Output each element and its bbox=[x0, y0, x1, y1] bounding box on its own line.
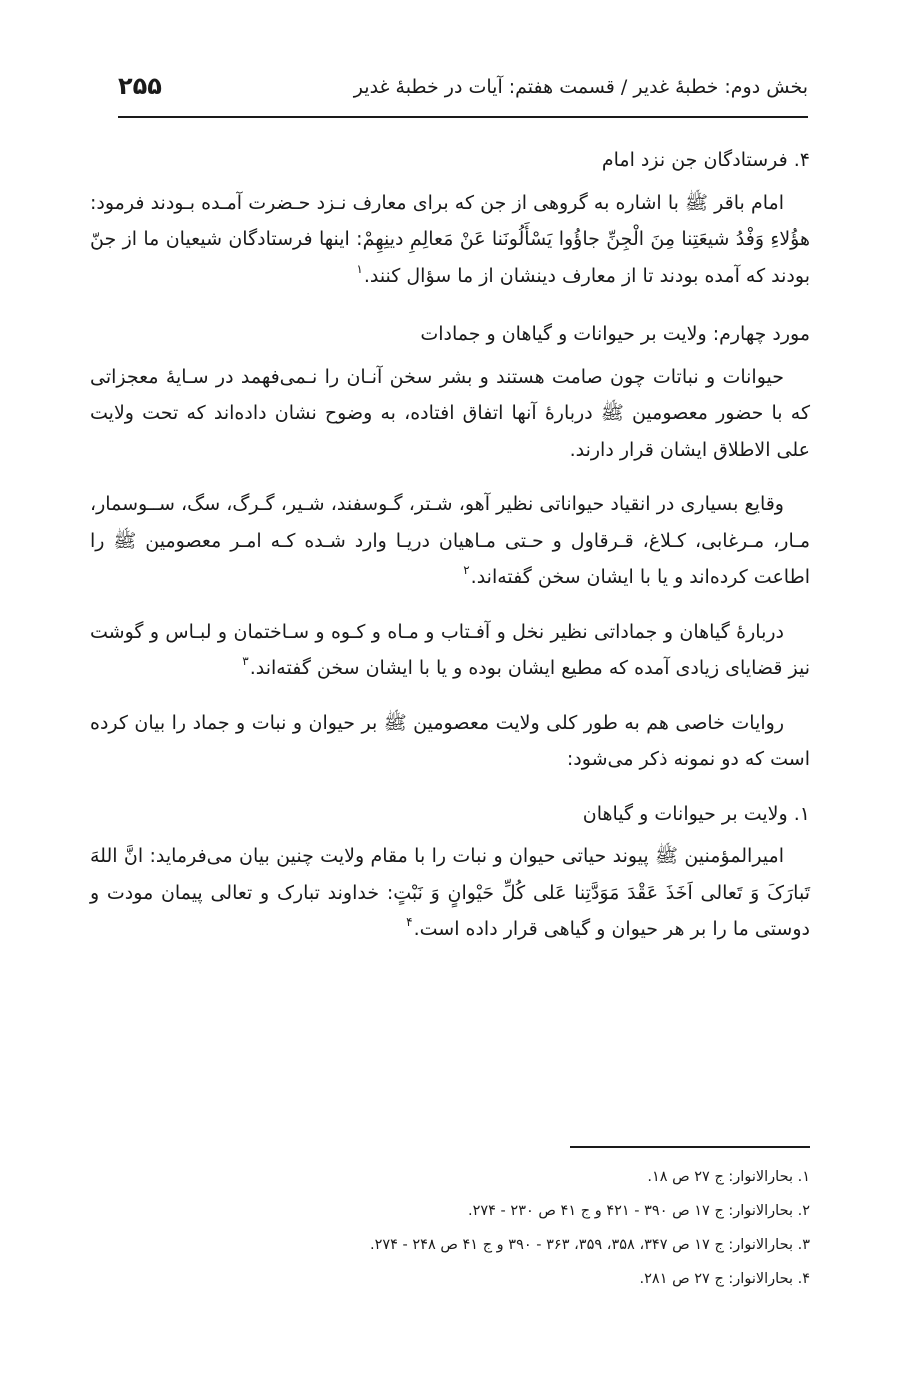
paragraph-amir-al-muminin bbox=[90, 838, 810, 948]
paragraph-text: امام باقر ﷺ با اشاره به گروهی از جن که برای معارف نـزد حـضرت آمـده بـودند فرمود: هؤُلاءِ وَفْدُ شیعَتِنا مِنَ الْجِنِّ جاؤُوا یَسْأَلُونَنا عَنْ مَعالِمِ دینِهِمْ: اینها فرستادگان شیعیان ما از جنّ بودند که آمده بودند تا از معارف دینشان از ما سؤال کنند. bbox=[90, 191, 810, 287]
paragraph-animal-events bbox=[90, 486, 810, 596]
main-text bbox=[90, 142, 810, 948]
paragraph-jinn-envoys bbox=[90, 185, 810, 295]
footnote-item: ۴. بحارالانوار: ج ۲۷ ص ۲۸۱. bbox=[639, 1271, 810, 1287]
paragraph-text: دربارهٔ گیاهان و جماداتی نظیر نخل و آفـتاب و مـاه و کـوه و سـاختمان و لبـاس و گوشت نیز قضایای زیادی آمده که مطیع ایشان بوده و یا با ایشان سخن گفته‌اند. bbox=[90, 620, 810, 679]
running-title: بخش دوم: خطبهٔ غدیر / قسمت هفتم: آیات در خطبهٔ غدیر bbox=[353, 76, 808, 98]
page-header bbox=[118, 70, 808, 110]
section-heading-wilayah-animals-plants: ۱. ولایت بر حیوانات و گیاهان bbox=[582, 802, 810, 825]
paragraph-text: حیوانات و نباتات چون صامت هستند و بشر سخن آنـان را نـمی‌فهمد در سـایهٔ معجزاتی که با حضور معصومین ﷺ دربارهٔ آنها اتفاق افتاده، به وضوح نشان داده‌اند که تحت ولایت علی الاطلاق ایشان قرار دارند. bbox=[90, 365, 810, 461]
header-divider bbox=[118, 116, 808, 118]
footnote-item: ۲. بحارالانوار: ج ۱۷ ص ۳۹۰ - ۴۲۱ و ج ۴۱ ص ۲۳۰ - ۲۷۴. bbox=[467, 1203, 810, 1219]
paragraph-text: روایات خاصی هم به طور کلی ولایت معصومین ﷺ بر حیوان و نبات و جماد را بیان کرده است که دو نمونه ذکر می‌شود: bbox=[90, 711, 810, 770]
paragraph-plants-inanimate bbox=[90, 614, 810, 687]
footnote-ref-1[interactable]: ۱ bbox=[356, 261, 363, 276]
footnote-item: ۳. بحارالانوار: ج ۱۷ ص ۳۴۷، ۳۵۸، ۳۵۹، ۳۶۳ - ۳۹۰ و ج ۴۱ ص ۲۴۸ - ۲۷۴. bbox=[369, 1237, 810, 1253]
paragraph-text: وقایع بسیاری در انقیاد حیواناتی نظیر آهو، شـتر، گـوسفند، شـیر، گـرگ، سگ، ســوسمار، مـار، مـرغابی، کـلاغ، قـرقاول و حـتی مـاهیان دریـا وارد شـده کـه امـر معصومین ﷺ را اطاعت کرده‌اند و یا با ایشان سخن گفته‌اند. bbox=[90, 493, 810, 588]
section-heading-fourth-case: مورد چهارم: ولایت بر حیوانات و گیاهان و جمادات bbox=[420, 323, 810, 345]
section-heading-jinn-envoys: ۴. فرستادگان جن نزد امام bbox=[601, 149, 810, 171]
paragraph-specific-narrations bbox=[90, 705, 810, 778]
footnotes-list bbox=[200, 1160, 810, 1296]
footnote-ref-3[interactable]: ۳ bbox=[242, 654, 249, 668]
footnote-ref-4[interactable]: ۴ bbox=[406, 915, 413, 929]
paragraph-animals-plants-intro bbox=[90, 359, 810, 469]
footnote-ref-2[interactable]: ۲ bbox=[463, 563, 470, 577]
paragraph-text: امیرالمؤمنین ﷺ پیوند حیاتی حیوان و نبات را با مقام ولایت چنین بیان می‌فرماید: انَّ اللهَ تَبارَکَ وَ تَعالی اَخَذَ عَقْدَ مَوَدَّتِنا عَلی کُلِّ حَیْوانٍ وَ نَبْتٍ: خداوند تبارک و تعالی پیمان مودت و دوستی ما را بر هر حیوان و گیاهی قرار داده است. bbox=[90, 845, 810, 940]
page-number: ۲۵۵ bbox=[118, 72, 162, 100]
footnote-divider bbox=[570, 1146, 810, 1148]
footnote-item: ۱. بحارالانوار: ج ۲۷ ص ۱۸. bbox=[647, 1169, 810, 1185]
